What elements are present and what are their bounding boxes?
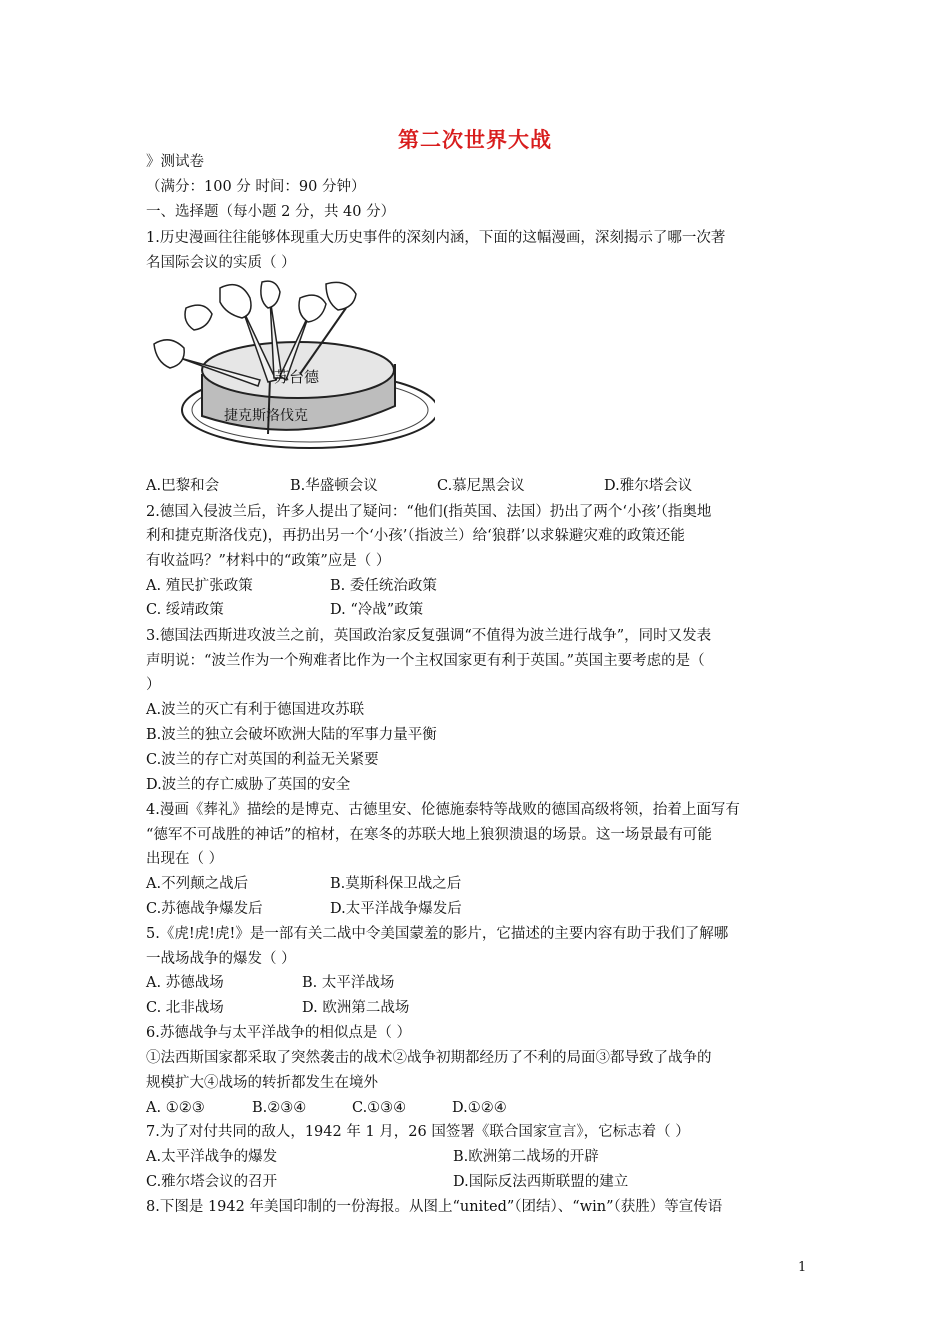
cartoon-label-czechoslovakia: 捷克斯洛伐克 (224, 408, 308, 424)
q2-line-3: 有收益吗？”材料中的“政策”应是（ ） (146, 553, 391, 569)
q7-option-a: A.太平洋战争的爆发 (146, 1149, 278, 1165)
q2-option-b: B. 委任统治政策 (330, 578, 437, 594)
q1-option-c: C.慕尼黑会议 (437, 478, 525, 494)
q5-line-1: 5.《虎!虎!虎!》是一部有关二战中令美国蒙羞的影片，它描述的主要内容有助于我们了解哪 (146, 926, 729, 942)
q3-line-3: ） (146, 677, 161, 693)
q4-option-c: C.苏德战争爆发后 (146, 901, 263, 917)
q4-option-d: D.太平洋战争爆发后 (330, 901, 462, 917)
score-time: （满分：100 分 时间：90 分钟） (146, 179, 366, 195)
q7-option-c: C.雅尔塔会议的召开 (146, 1174, 278, 1190)
q3-option-d: D.波兰的存亡威胁了英国的安全 (146, 777, 351, 793)
q6-line-3: 规模扩大④战场的转折都发生在境外 (146, 1075, 378, 1091)
q3-option-a: A.波兰的灭亡有利于德国进攻苏联 (146, 702, 365, 718)
q1-line-2: 名国际会议的实质（ ） (146, 255, 296, 271)
q6-option-d: D.①②④ (452, 1100, 507, 1116)
q5-option-c: C. 北非战场 (146, 1000, 224, 1016)
page-number: 1 (798, 1260, 807, 1275)
q6-option-b: B.②③④ (252, 1100, 307, 1116)
q1-line-1: 1.历史漫画往往能够体现重大历史事件的深刻内涵，下面的这幅漫画，深刻揭示了哪一次著 (146, 230, 726, 246)
q2-line-2: 利和捷克斯洛伐克)，再扔出另一个‘小孩’（指波兰）给‘狼群’以求躲避灾难的政策还能 (146, 528, 685, 544)
q3-option-c: C.波兰的存亡对英国的利益无关紧要 (146, 752, 379, 768)
subtitle: 》测试卷 (146, 154, 204, 170)
q3-option-b: B.波兰的独立会破坏欧洲大陆的军事力量平衡 (146, 727, 437, 743)
q3-line-1: 3.德国法西斯进攻波兰之前，英国政治家反复强调“不值得为波兰进行战争”，同时又发表 (146, 628, 712, 644)
q8-line-1: 8.下图是 1942 年美国印制的一份海报。从图上“united”（团结）、“win”（获胜）等宣传语 (146, 1199, 723, 1215)
q6-option-c: C.①③④ (352, 1100, 407, 1116)
q4-line-2: “德军不可战胜的神话”的棺材，在寒冬的苏联大地上狼狈溃退的场景。这一场景最有可能 (146, 827, 712, 843)
q4-line-1: 4.漫画《葬礼》描绘的是博克、古德里安、伦德施泰特等战败的德国高级将领，抬着上面写有 (146, 802, 740, 818)
q7-line-1: 7.为了对付共同的敌人，1942 年 1 月，26 国签署《联合国家宣言》，它标志着（ ） (146, 1124, 690, 1140)
q5-option-b: B. 太平洋战场 (302, 975, 395, 991)
q7-option-b: B.欧洲第二战场的开辟 (453, 1149, 599, 1165)
q4-line-3: 出现在（ ） (146, 851, 224, 867)
q6-line-2: ①法西斯国家都采取了突然袭击的战术②战争初期都经历了不利的局面③都导致了战争的 (146, 1050, 712, 1066)
q5-option-d: D. 欧洲第二战场 (302, 1000, 410, 1016)
cartoon-image (150, 278, 435, 458)
q3-line-2: 声明说：“波兰作为一个殉难者比作为一个主权国家更有利于英国。”英国主要考虑的是（ (146, 653, 705, 669)
section-heading: 一、选择题（每小题 2 分，共 40 分） (146, 204, 396, 220)
page-title: 第二次世界大战 (398, 127, 552, 152)
q2-line-1: 2.德国入侵波兰后，许多人提出了疑问：“他们(指英国、法国）扔出了两个‘小孩’（指奥地 (146, 504, 712, 520)
q7-option-d: D.国际反法西斯联盟的建立 (453, 1174, 629, 1190)
q5-line-2: 一战场战争的爆发（ ） (146, 951, 296, 967)
q1-option-d: D.雅尔塔会议 (604, 478, 693, 494)
q4-option-a: A.不列颠之战后 (146, 876, 249, 892)
q6-option-a: A. ①②③ (146, 1100, 205, 1116)
q5-option-a: A. 苏德战场 (146, 975, 224, 991)
q1-option-a: A.巴黎和会 (146, 478, 220, 494)
q6-line-1: 6.苏德战争与太平洋战争的相似点是（ ） (146, 1025, 411, 1041)
q2-option-d: D. “冷战”政策 (330, 602, 424, 618)
q1-option-b: B.华盛顿会议 (290, 478, 378, 494)
q2-option-c: C. 绥靖政策 (146, 602, 224, 618)
q2-option-a: A. 殖民扩张政策 (146, 578, 253, 594)
cartoon-label-sudetenland: 苏台德 (274, 368, 320, 386)
q4-option-b: B.莫斯科保卫战之后 (330, 876, 462, 892)
